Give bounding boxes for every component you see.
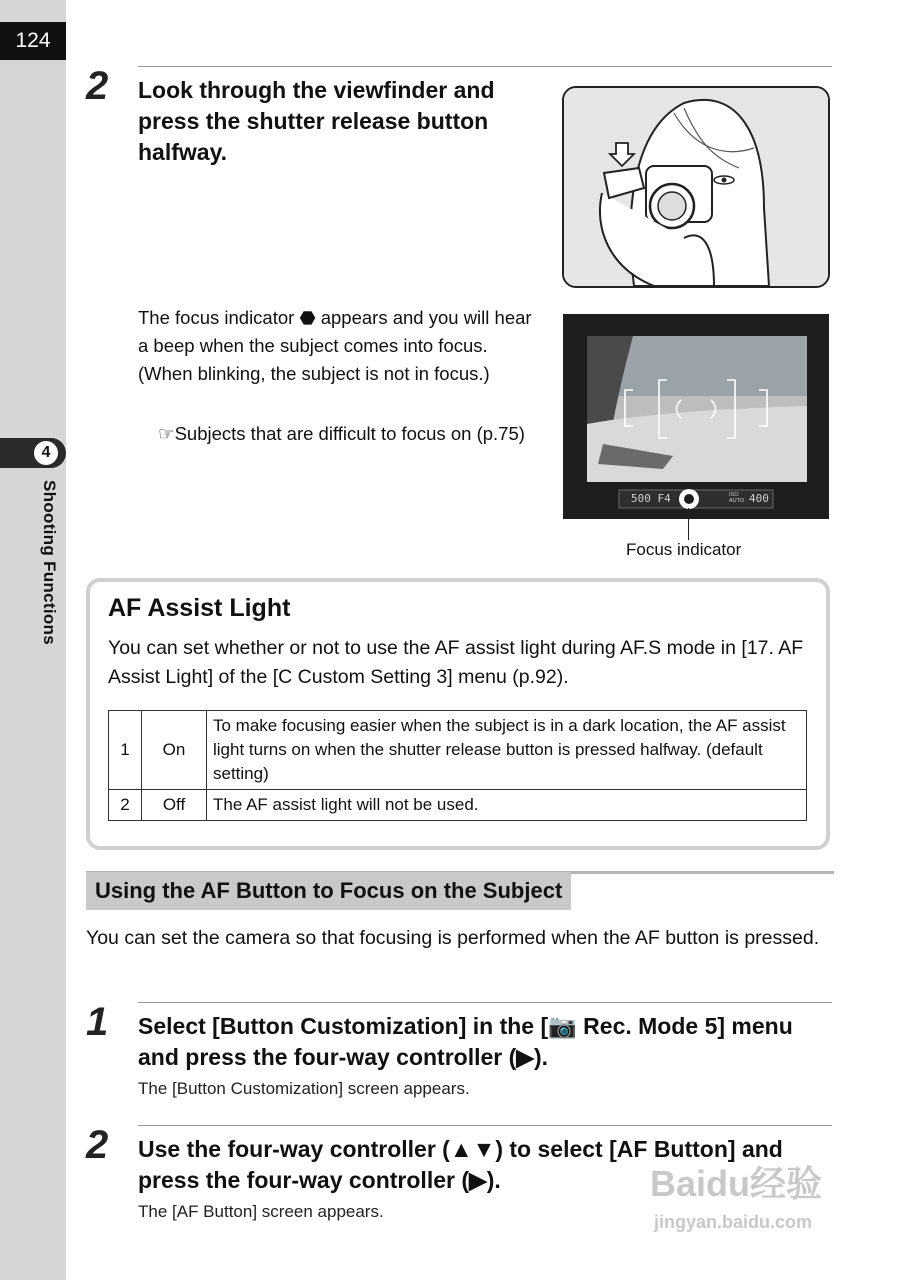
focus-indicator-description: The focus indicator ⬣ appears and you will hear a beep when the subject comes into focus. (When blinking, the subject is not in focus.): [138, 307, 532, 384]
row-option: Off: [142, 790, 207, 821]
step-divider: [138, 66, 832, 67]
af-assist-table: [108, 710, 807, 821]
step-title: Select [Button Customization] in the [📷 Rec. Mode 5] menu and press the four-way controller (▶).: [138, 1013, 793, 1070]
camera-illustration: [562, 86, 830, 288]
table-row: [109, 790, 807, 821]
viewfinder-iso-value: 400: [749, 492, 769, 505]
section-intro: You can set the camera so that focusing is performed when the AF button is pressed.: [86, 927, 820, 949]
viewfinder-display-left: 500 F4: [631, 492, 671, 505]
person-with-camera-icon: [564, 88, 828, 286]
chapter-number: 4: [34, 441, 58, 465]
step-number: 2: [86, 1123, 109, 1167]
step-number: 2: [86, 64, 109, 108]
chapter-title: Shooting Functions: [40, 480, 59, 645]
viewfinder-iso-label: ISO AUTO: [729, 492, 745, 504]
callout-line: [688, 508, 689, 540]
reference-link[interactable]: ☞Subjects that are difficult to focus on (p.75): [158, 423, 525, 444]
step-divider: [138, 1125, 832, 1126]
row-number: 2: [109, 790, 142, 821]
viewfinder-image: [563, 314, 829, 519]
row-description: The AF assist light will not be used.: [207, 790, 807, 821]
page-number: 124: [0, 22, 66, 60]
step-result: The [AF Button] screen appears.: [138, 1202, 384, 1221]
watermark-url: jingyan.baidu.com: [654, 1212, 813, 1232]
row-number: 1: [109, 711, 142, 790]
row-description: To make focusing easier when the subject is in a dark location, the AF assist light turns on when the shutter release button is pressed halfway. (default setting): [207, 711, 807, 790]
section-title: Using the AF Button to Focus on the Subject: [86, 872, 571, 910]
table-row: [109, 711, 807, 790]
chapter-tab: [0, 438, 66, 468]
viewfinder-scene: [563, 314, 829, 519]
af-assist-intro: You can set whether or not to use the AF assist light during AF.S mode in [17. AF Assist Light] of the [C Custom Setting 3] menu (p.92).: [108, 637, 804, 688]
step-result: The [Button Customization] screen appears.: [138, 1079, 470, 1098]
row-option: On: [142, 711, 207, 790]
watermark-logo: Baidu经验: [650, 1163, 823, 1204]
step-title: Look through the viewfinder and press the shutter release button halfway.: [138, 77, 495, 165]
af-assist-title: AF Assist Light: [108, 594, 291, 622]
step-divider: [138, 1002, 832, 1003]
step-title: Use the four-way controller (▲▼) to select [AF Button] and press the four-way controller (▶).: [138, 1136, 783, 1193]
focus-indicator-caption: Focus indicator: [626, 540, 742, 559]
step-number: 1: [86, 1000, 109, 1044]
